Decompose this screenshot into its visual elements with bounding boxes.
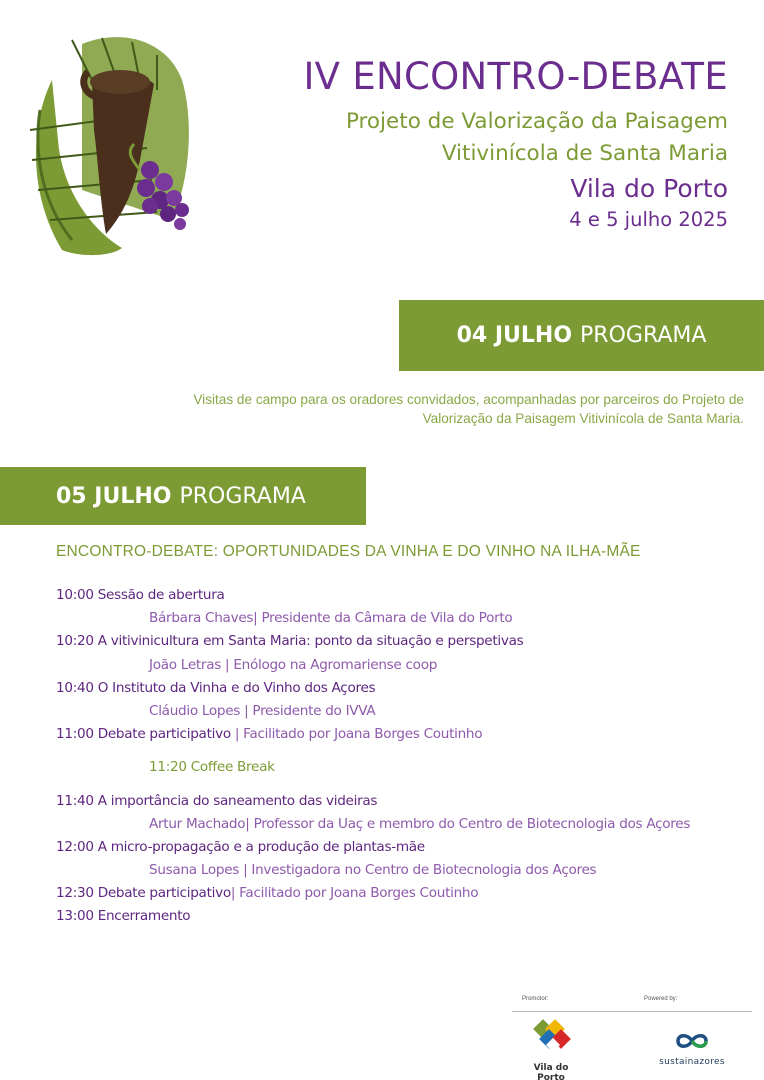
day1-date: 04 JULHO [456,323,573,348]
day1-description [104,390,744,428]
schedule-item-title: 10:00 Sessão de abertura [56,587,225,603]
schedule-item-speaker: Cláudio Lopes | Presidente do IVVA [149,702,376,719]
event-title: IV ENCONTRO-DEBATE [303,55,728,98]
day2-label: PROGRAMA [179,483,306,509]
sustainazores-logo [650,1030,734,1070]
vila-do-porto-logo-mark [522,1016,580,1058]
schedule-item-title: 13:00 Encerramento [56,908,191,925]
schedule-item [56,723,756,746]
schedule-item-speaker: Susana Lopes | Investigadora no Centro de Biotecnologia dos Açores [149,862,597,879]
schedule-item-facilitator: | Facilitado por Joana Borges Coutinho [230,885,479,902]
sustainazores-name: sustainazores [659,1057,725,1067]
spacer [56,780,756,790]
schedule-item-title: 10:40 O Instituto da Vinha e do Vinho dos Açores [56,679,376,696]
day2-date: 05 JULHO [56,483,172,509]
promoter-label: Promotor: [522,996,549,1002]
footer-divider [512,1011,752,1012]
event-dates: 4 e 5 julho 2025 [569,208,728,231]
day1-program-banner [399,300,764,371]
schedule-item [56,882,756,905]
schedule-item-speaker: Bárbara Chaves| Presidente da Câmara de Vila do Porto [149,610,513,627]
event-header [303,54,728,234]
event-subtitle-line2: Vitivinícola de Santa Maria [441,141,728,166]
schedule [56,584,756,929]
schedule-item-speaker: Artur Machado| Professor da Uaç e membro do Centro de Biotecnologia dos Açores [149,815,691,832]
schedule-item-speaker: João Letras | Enólogo na Agromariense coop [149,656,438,673]
coffee-break: 11:20 Coffee Break [149,759,275,776]
schedule-item-facilitator: | Facilitado por Joana Borges Coutinho [230,726,483,743]
schedule-item-title: 11:40 A importância do saneamento das videiras [56,792,378,809]
schedule-item-title: 10:20 A vitivinicultura em Santa Maria: ponto da situação e perspetivas [56,633,524,650]
schedule-item-title: 11:00 Debate participativo [56,726,231,743]
day2-program-banner [0,467,366,525]
event-logo [22,20,194,258]
day2-section-title: ENCONTRO-DEBATE: OPORTUNIDADES DA VINHA E DO VINHO NA ILHA-MÃE [56,543,641,560]
day1-description-line1: Visitas de campo para os oradores convidados, acompanhadas por parceiros do Projeto de [193,392,744,407]
powered-by-label: Powered by: [644,996,678,1002]
event-subtitle-line1: Projeto de Valorização da Paisagem [345,109,728,134]
schedule-item-title: 12:30 Debate participativo [56,885,231,902]
schedule-item-title: 12:00 A micro-propagação e a produção de plantas-mãe [56,838,425,855]
day1-description-line2: Valorização da Paisagem Vitivinícola de Santa Maria. [422,411,744,426]
spacer [56,746,756,756]
day1-label: PROGRAMA [580,323,707,348]
infinity-icon [650,1030,734,1052]
vila-do-porto-logo [522,1016,580,1080]
vila-do-porto-name: Vila do Porto [533,1063,569,1080]
event-place: Vila do Porto [570,174,728,203]
